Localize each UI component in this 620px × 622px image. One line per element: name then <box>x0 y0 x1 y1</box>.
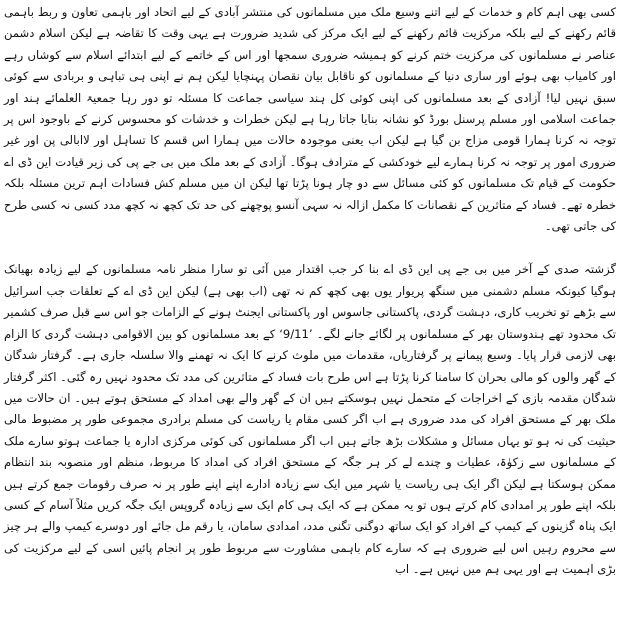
article-paragraph-2: گزشتہ صدی کے آخر میں بی جے پی این ڈی اے بنا کر جب اقتدار میں آئی تو سارا منظر نامہ مسلمانوں کے لیے زیادہ بھیانک ہوگیا کیونکہ مسلم دشمنی میں سنگھ پریوار یوں بھی کچھ کم نہ تھی (اب بھی ہے) لیکن این ڈی اے کے تعلقات جب اسرائیل سے بڑھے تو تخریب کاری، دہشت گردی، پاکستانی جاسوس اور پاکستانی ایجنٹ ہونے کے الزامات جو اس سے قبل صرف کشمیر تک محدود تھے ہندوستان بھر کے مسلمانوں پر لگائے جانے لگے۔ ’9/11‘ کے بعد مسلمانوں کو بین الاقوامی دہشت گردی کا الزام بھی لازمی قرار پایا۔ وسیع پیمانے پر گرفتاریاں، مقدمات میں ملوث کرنے کا ایک نہ تھمنے والا سلسلہ جاری ہے۔ گرفتار شدگان کے گھر والوں کو مالی بحران کا سامنا کرنا پڑتا ہے اس طرح بات فساد کے متاثرین کی مدد تک محدود نہیں رہ گئی۔ اکثر گرفتار شدگان مقدمہ بازی کے اخراجات کے متحمل نہیں ہوسکتے ہیں ان کے گھر والے بھی امداد کے مستحق ہوتے ہیں۔ ان حالات میں ملک بھر کے مستحق افراد کی مدد ضروری ہے اب اگر کسی مقام یا ریاست کی مسلم برادری مجموعی طور پر مضبوط مالی حیثیت کی نہ ہو تو یہاں مسائل و مشکلات بڑھ جاتے ہیں اب اگر مسلمانوں کی کوئی مرکزی ادارہ یا جماعت ہوتو سارے ملک کے مسلمانوں سے زکوٰۃ، عطیات و چندے لے کر ہر جگہ کے مستحق افراد کی امداد کا مربوط، منظم اور منصوبہ بند انتظام ممکن ہوسکتا ہے لیکن اگر ایک ہی ریاست یا شہر میں ایک سے زیادہ ادارے اپنے اپنے طور پر نہ صرف رقومات جمع کرتے ہیں بلکہ اپنے طور پر امدادی کام کرتے ہوں تو یہ ممکن ہے کہ ایک ہی کام ایک سے زیادہ گروپس ایک جگہ کریں مثلاً آسام کے کسی ایک پناہ گزینوں کے کیمپ کے افراد کو ایک ساتھ دوگنی تگنی مدد، امدادی سامان، یا رقم مل جائے اور دوسرے کیمپ والے ہر چیز سے محروم رہیں اس لیے ضروری ہے کہ سارے کام باہمی مشاورت سے مربوط طور پر انجام پائیں اسی کے لیے مرکزیت کی بڑی اہمیت ہے اور یہی ہم میں نہیں ہے۔ اب <box>4 262 616 577</box>
article-paragraph-1: کسی بھی اہم کام و خدمات کے لیے اتنے وسیع ملک میں مسلمانوں کی منتشر آبادی کے لیے اتحاد اور باہمی تعاون و ربط باہمی قائم رکھنے کے لیے بلکہ مرکزیت قائم رکھنے کے لیے ایک مرکز کی شدید ضرورت ہے یہی وقت کا تقاضہ ہے لیکن اسلام دشمن عناصر نے مسلمانوں کی مرکزیت ختم کرنے کو ہمیشہ ضروری سمجھا اور اس کے خاتمے کے لیے ابتدائے اسلام سے کوشاں رہے اور کامیاب بھی ہوئے اور ساری دنیا کے مسلمانوں کو ناقابل بیان نقصان پہنچایا لیکن ہم نے اپنی ہی تباہی و بربادی سے کوئی سبق نہیں لیا! آزادی کے بعد مسلمانوں کی اپنی کوئی کل ہند سیاسی جماعت کا مسئلہ تو دور رہا جمعیۃ العلمائے ہند اور جماعت اسلامی اور مسلم پرسنل بورڈ کو نشانہ بنایا جاتا رہا ہے لیکن خطرات و خدشات کو محسوس کرنے کے باوجود اس پر توجہ نہ کرنا ہمارا قومی مزاج بن گیا ہے لیکن اب یعنی موجودہ حالات میں ہمارا اس قسم کا تساہل اور لاابالی پن اور غیر ضروری امور پر توجہ نہ کرنا ہمارے لیے خودکشی کے مترادف ہوگا۔ آزادی کے بعد ملک میں بی جے پی کی زیر قیادت این ڈی اے حکومت کے قیام تک مسلمانوں کو کئی مسائل سے دو چار ہونا پڑتا تھا لیکن ان میں مسلم کش فسادات اہم ترین مسئلہ بلکہ خطرہ تھے۔ فساد کے متاثرین کے نقصانات کا مکمل ازالہ نہ سہی آنسو پوچھنے کی حد تک کچھ نہ کچھ مدد کسی نہ کسی طرح کی جاتی تھی۔ <box>4 5 616 234</box>
